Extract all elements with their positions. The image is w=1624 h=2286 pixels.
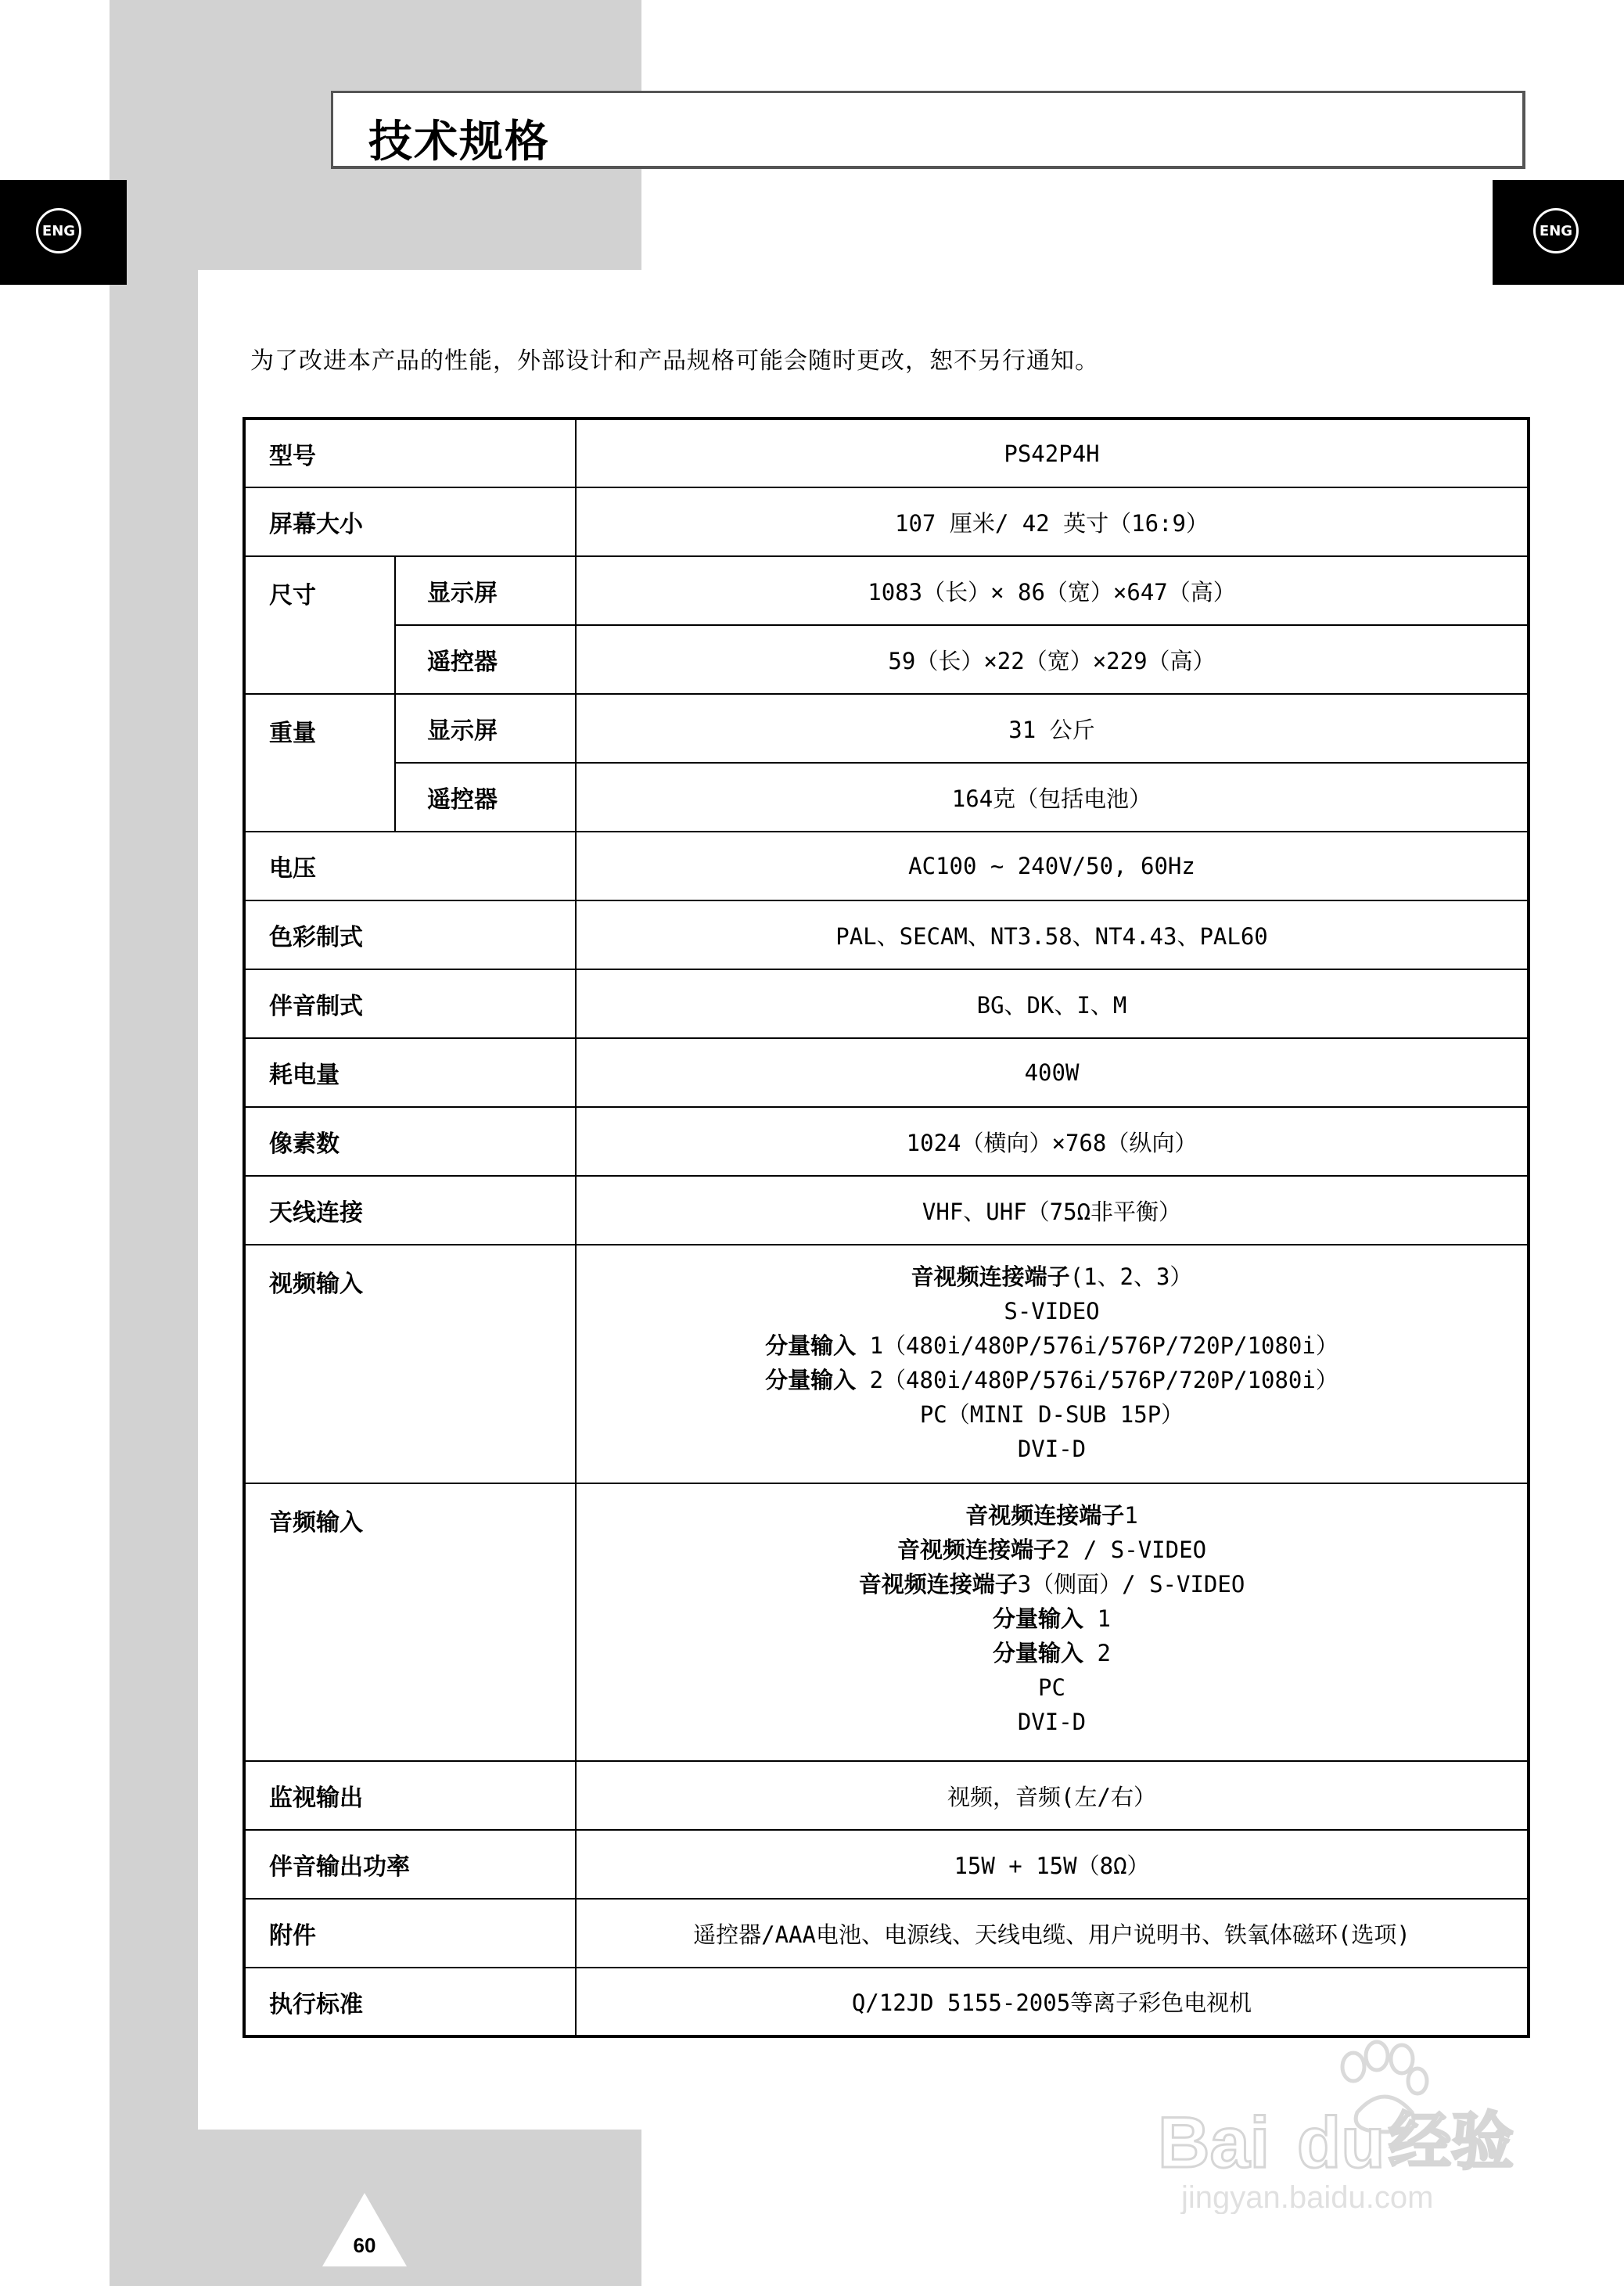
value-line: PC（MINI D-SUB 15P） [919,1401,1184,1428]
value-line-bold: 音视频连接端子 [965,1502,1125,1529]
row-value: 59（长）×22（宽）×229（高） [576,625,1529,694]
row-label: 执行标准 [244,1968,576,2036]
sub-label: 遥控器 [395,763,576,832]
value-line-text: 1 [1124,1502,1138,1529]
table-row [244,1968,1529,2036]
row-value-multiline [576,1483,1529,1761]
eng-badge-left: ENG [36,208,81,253]
background-panel-left [110,0,198,2286]
row-label: 天线连接 [244,1176,576,1245]
watermark-brand-2: du [1297,2103,1385,2183]
row-label: 屏幕大小 [244,487,576,556]
value-line-bold: 分量输入 [993,1605,1084,1632]
value-line-text: (1、2、3） [1069,1263,1193,1290]
spec-table [243,417,1530,2038]
sub-label: 显示屏 [395,694,576,763]
table-row [244,763,1529,832]
row-value: BG、DK、I、M [576,969,1529,1038]
row-value: 31 公斤 [576,694,1529,763]
table-row [244,1830,1529,1899]
watermark-url: jingyan.baidu.com [1181,2180,1434,2214]
value-line-bold: 音视频连接端子 [896,1537,1056,1563]
row-label: 尺寸 [244,556,395,694]
table-row [244,969,1529,1038]
language-tab-right [1493,180,1624,285]
table-row [244,1761,1529,1830]
language-tab-left [0,180,127,285]
row-label: 附件 [244,1899,576,1968]
background-panel-bottom [198,2130,641,2286]
table-row [244,625,1529,694]
row-label: 监视输出 [244,1761,576,1830]
row-value: 107 厘米/ 42 英寸（16:9） [576,487,1529,556]
row-value-multiline [576,1245,1529,1483]
watermark-brand: Bai [1158,2103,1270,2183]
row-value: 1024（横向）×768（纵向） [576,1107,1529,1176]
value-line [577,1533,1527,1567]
value-line-text: 1 [1083,1605,1111,1632]
table-row [244,900,1529,969]
page-number: 60 [353,2234,376,2257]
value-line: DVI-D [1017,1436,1087,1462]
row-label: 耗电量 [244,1038,576,1107]
value-line [577,1260,1527,1294]
sub-label: 显示屏 [395,556,576,625]
table-row [244,419,1529,487]
row-label: 重量 [244,694,395,832]
value-line-text: 3（侧面）/ S-VIDEO [1017,1571,1245,1598]
value-line [577,1601,1527,1636]
table-row [244,832,1529,900]
value-line: S-VIDEO [1004,1298,1100,1325]
row-label: 伴音输出功率 [244,1830,576,1899]
watermark-service: 经验 [1389,2105,1514,2178]
row-value: 遥控器/AAA电池、电源线、天线电缆、用户说明书、铁氧体磁环(选项) [576,1899,1529,1968]
page-title: 技术规格 [368,116,550,167]
table-row [244,556,1529,625]
value-line-text: 1（480i/480P/576i/576P/720P/1080i） [856,1332,1338,1359]
table-row [244,1899,1529,1968]
row-label: 音频输入 [244,1483,576,1761]
value-line-text: 2（480i/480P/576i/576P/720P/1080i） [856,1367,1338,1393]
title-box [331,91,1525,169]
table-row [244,694,1529,763]
table-row [244,1483,1529,1761]
change-notice: 为了改进本产品的性能，外部设计和产品规格可能会随时更改，恕不另行通知。 [250,347,1099,375]
row-value: 15W + 15W（8Ω） [576,1830,1529,1899]
row-label: 伴音制式 [244,969,576,1038]
value-line [577,1328,1527,1363]
table-row [244,1038,1529,1107]
value-line-text: 2 [1083,1640,1111,1666]
row-label: 视频输入 [244,1245,576,1483]
table-row [244,487,1529,556]
row-label: 色彩制式 [244,900,576,969]
row-value: 视频，音频(左/右） [576,1761,1529,1830]
sub-label: 遥控器 [395,625,576,694]
value-line-bold: 分量输入 [765,1367,857,1393]
row-value: Q/12JD 5155-2005等离子彩色电视机 [576,1968,1529,2036]
value-line: DVI-D [1017,1709,1087,1735]
value-line-bold: 音视频连接端子 [911,1263,1070,1290]
baidu-jingyan-watermark [1158,2034,1541,2214]
value-line-bold: 音视频连接端子 [858,1571,1018,1598]
row-value: PS42P4H [576,419,1529,487]
row-label: 电压 [244,832,576,900]
row-value: AC100 ~ 240V/50, 60Hz [576,832,1529,900]
row-value: VHF、UHF（75Ω非平衡） [576,1176,1529,1245]
table-row [244,1176,1529,1245]
table-row [244,1107,1529,1176]
row-label: 型号 [244,419,576,487]
value-line-bold: 分量输入 [765,1332,857,1359]
row-value: PAL、SECAM、NT3.58、NT4.43、PAL60 [576,900,1529,969]
value-line [577,1567,1527,1601]
row-label: 像素数 [244,1107,576,1176]
row-value: 1083（长）× 86（宽）×647（高） [576,556,1529,625]
value-line-bold: 分量输入 [993,1640,1084,1666]
value-line [577,1636,1527,1670]
value-line: PC [1038,1674,1065,1701]
value-line-text: 2 / S-VIDEO [1055,1537,1207,1563]
row-value: 164克（包括电池） [576,763,1529,832]
row-value: 400W [576,1038,1529,1107]
eng-badge-right: ENG [1533,208,1579,253]
table-row [244,1245,1529,1483]
value-line [577,1363,1527,1397]
value-line [577,1498,1527,1533]
